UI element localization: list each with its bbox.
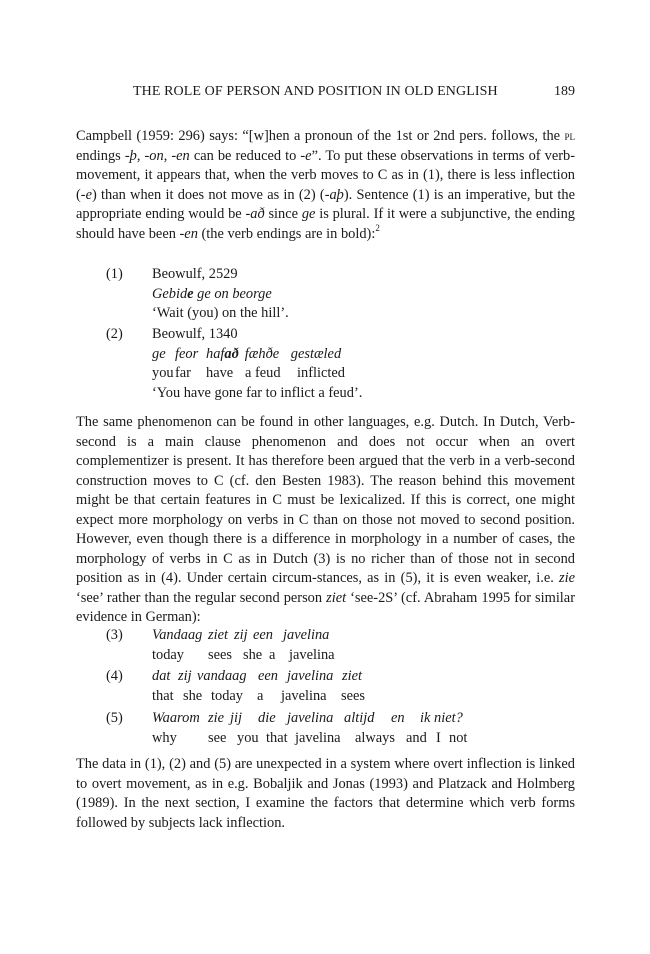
running-title: THE ROLE OF PERSON AND POSITION IN OLD ENGLISH (133, 84, 498, 99)
dutch-word: jij (230, 710, 242, 726)
dutch-word: niet? (434, 710, 463, 726)
gloss-word: javelina (281, 687, 327, 704)
dutch-word: zie (208, 710, 224, 726)
gloss-word: a (269, 646, 276, 663)
oe-line (152, 285, 572, 305)
dutch-word: die (258, 710, 276, 726)
dutch-word: ziet (342, 668, 362, 684)
example-number: (3) (106, 627, 123, 643)
gloss-word: she (243, 646, 263, 663)
gloss-word: that (266, 729, 288, 746)
small-caps-pl: pl (564, 128, 575, 143)
gloss-word: and (406, 729, 427, 746)
gloss-line (152, 687, 572, 707)
gloss-word: not (449, 729, 468, 746)
ending: -e (80, 186, 92, 203)
text-run: since (264, 206, 302, 222)
text-run: ‘see-2S’ (cf. Abraham 1995 for similar evidence in German): (76, 589, 575, 625)
gloss-word: see (208, 729, 227, 746)
text-run: endings (76, 147, 125, 164)
gloss-word: that (152, 687, 174, 704)
example-source: Beowulf, 1340 (152, 326, 238, 342)
dutch-word: en (391, 710, 405, 726)
verb-ending-bold: e (187, 285, 194, 302)
oe-line (152, 345, 572, 365)
paragraph-2 (76, 413, 575, 628)
oe-word: fæhðe (244, 345, 280, 362)
italic-word: zie (559, 570, 575, 586)
oe-word: haf (206, 345, 225, 362)
gloss-line (152, 364, 572, 384)
ending: -aþ (324, 186, 344, 203)
gloss-word: today (211, 687, 243, 704)
dutch-line (152, 667, 572, 687)
translation: ‘You have gone far to inflict a feud’. (152, 384, 363, 401)
text-run: ‘see’ rather than the regular second person (76, 589, 327, 606)
ending: -on (144, 147, 164, 164)
example-number: (4) (106, 668, 123, 684)
gloss-word: javelina (289, 646, 335, 663)
dutch-word: Waarom (152, 710, 200, 726)
gloss-line (152, 729, 572, 749)
text-run: is plural. If it were a subjunctive, the ending should have been (76, 206, 575, 242)
text-run: , (136, 147, 145, 164)
oe-word: Gebid (152, 285, 188, 302)
ending: -e (300, 147, 312, 164)
gloss-line (152, 646, 572, 666)
gloss-word: have (206, 365, 234, 381)
pronoun: ge (301, 206, 316, 222)
dutch-line (152, 626, 572, 646)
paragraph-3: The data in (1), (2) and (5) are unexpected in a system where overt inflection is linked to overt movement, as in e.g. Bobaljik and Jonas (1993) and Platzack and Holmberg (1989). In the next section, I examine the factors that determine which verb forms followed by subjects lack inflection. (76, 756, 575, 831)
ending: -þ (124, 147, 137, 164)
gloss-word: I (436, 729, 441, 746)
ending: -en (179, 225, 198, 242)
gloss-word: always (355, 729, 395, 746)
dutch-word: dat (152, 668, 171, 684)
text-run: can be reduced to (189, 147, 301, 164)
dutch-word: javelina (287, 668, 334, 684)
text-run: (the verb endings are in bold): (197, 225, 376, 242)
example-source: Beowulf, 2529 (152, 266, 238, 282)
dutch-word: zij (178, 668, 192, 684)
example-number: (1) (106, 266, 123, 282)
dutch-word: zij (234, 627, 248, 643)
dutch-word: vandaag (197, 668, 247, 684)
gloss-word: far (175, 365, 191, 381)
gloss-word: sees (208, 646, 232, 663)
verb-ending-bold: að (224, 345, 239, 362)
italic-word: ziet (326, 589, 347, 606)
oe-word: feor (175, 345, 199, 362)
text-run: ) than when it does not move as in (2) ( (91, 186, 325, 203)
ending: -en (171, 147, 190, 164)
gloss-word: you (237, 729, 259, 746)
text-run: The same phenomenon can be found in other languages, e.g. Dutch. In Dutch, Verb-second is a main clause phenomenon and does not occur when an overt complementizer is present. It has therefore been argued that the verb in a verb-second construction moves to C (cf. den Besten 1983). The reason behind this movement might be that certain features in C must be lexicalized. If this is correct, one might expect more morphology on verbs in C than on those not moved to second position. However, even though there is a difference in morphology in a number of cases, the morphology of verbs in C as in Dutch (3) is no richer than of those not in second position as in (4). Under certain circum-stances, as in (5), it is even weaker, i.e. (76, 414, 575, 586)
dutch-word: een (253, 627, 273, 643)
oe-word: ge (152, 345, 166, 362)
gloss-word: you (152, 365, 174, 381)
dutch-line (152, 709, 572, 729)
ending: -að (245, 206, 265, 222)
oe-word: ge on beorge (193, 285, 272, 302)
gloss-word: why (152, 729, 177, 746)
example-number: (2) (106, 326, 123, 342)
gloss-word: javelina (295, 729, 341, 746)
dutch-word: ik (420, 710, 431, 726)
text-run: Campbell (1959: 296) says: “[w]hen a pronoun of the 1st or 2nd pers. follows, the (76, 128, 565, 144)
page-number: 189 (554, 84, 575, 99)
oe-word: gestæled (290, 345, 342, 362)
dutch-word: altijd (344, 710, 375, 726)
translation: ‘Wait (you) on the hill’. (152, 305, 289, 321)
gloss-word: inflicted (297, 365, 345, 381)
running-head (133, 83, 575, 101)
gloss-word: a (257, 687, 264, 704)
text-run: , (163, 147, 172, 164)
dutch-word: javelina (287, 710, 334, 726)
gloss-word: she (183, 687, 203, 704)
dutch-word: javelina (283, 627, 330, 643)
dutch-word: Vandaag (152, 627, 203, 643)
dutch-word: een (258, 668, 278, 684)
footnote-marker: 2 (375, 222, 380, 233)
text-run: ”. To put these observations in terms of verb-movement, it appears that, when the verb moves to C as in (1), there is less inflection ( (76, 147, 576, 203)
paragraph-1 (76, 126, 575, 244)
example-number: (5) (106, 710, 123, 726)
gloss-word: a feud (245, 365, 281, 381)
gloss-word: today (152, 646, 184, 663)
gloss-word: sees (341, 687, 365, 704)
text-run: ). Sentence (1) is an imperative, but the appropriate ending would be (76, 186, 575, 222)
dutch-word: ziet (208, 627, 228, 643)
